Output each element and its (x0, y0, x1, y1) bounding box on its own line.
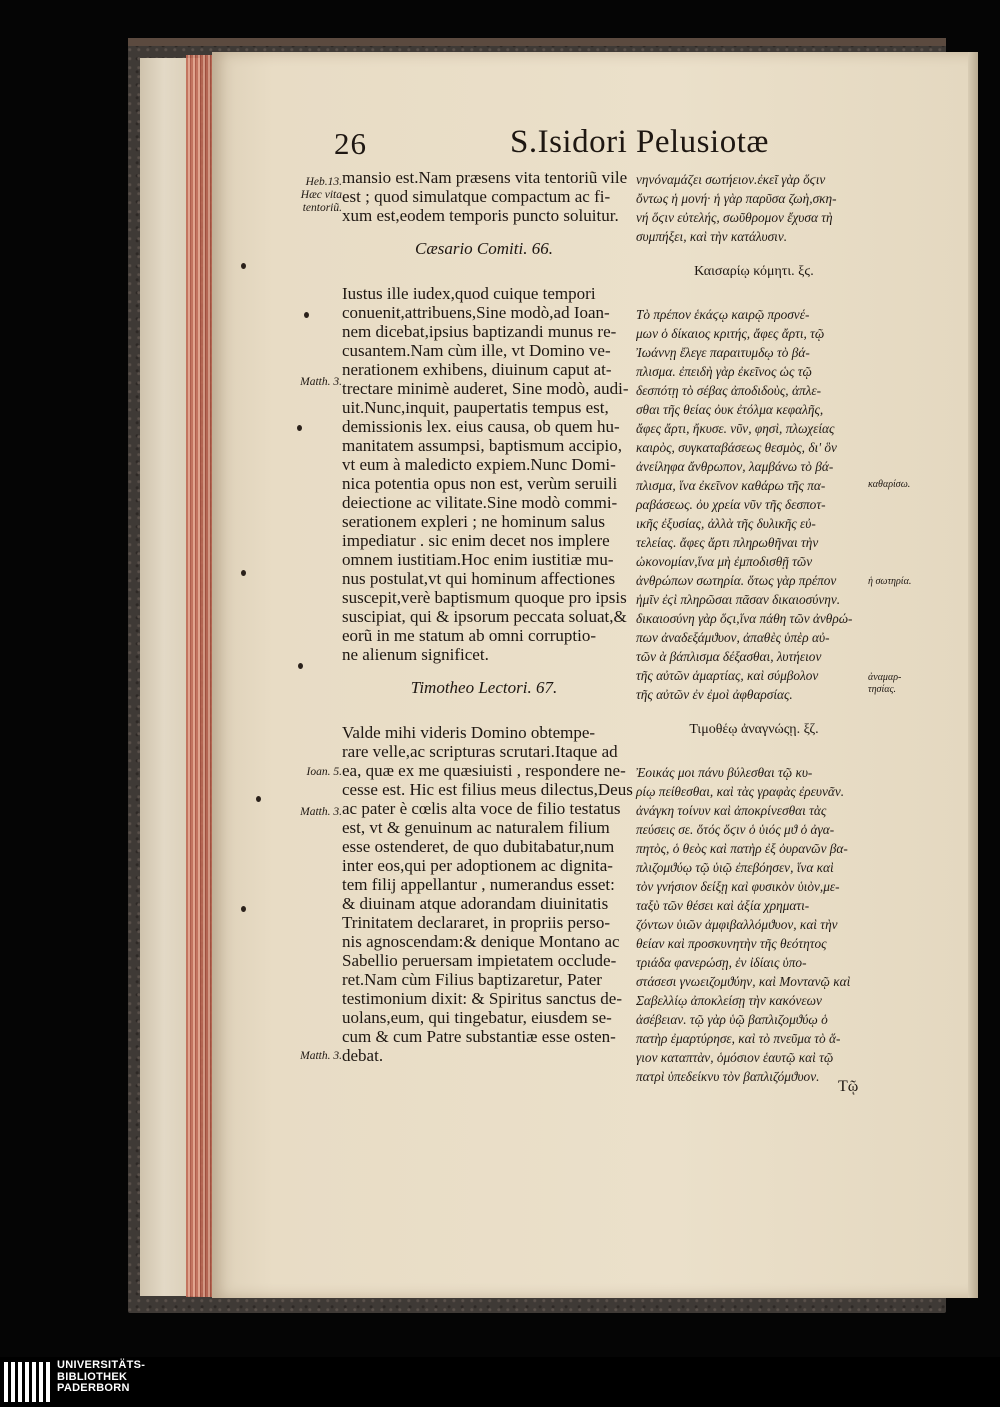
greek-text-line: γιον καταπτὰν, ὁμόσιον ἑαυτῷ καὶ τῷ (636, 1050, 834, 1065)
latin-text-line: uolans,eum, qui tingebatur, eiusdem se- (342, 1008, 612, 1027)
library-logo-text (57, 1360, 145, 1395)
latin-text-line: eorũ in me statum ab omni corruptio- (342, 626, 596, 645)
latin-text-line: Trinitatem declararet, in propriis perso- (342, 913, 610, 932)
latin-text-line: serationem expleri ; ne hominum salus (342, 512, 605, 531)
margin-haec-vita: Hæc vita (300, 189, 342, 201)
greek-text-line: συμπήξει, καὶ τὴν κατάλυσιν. (636, 229, 788, 244)
latin-text-line: rare velle,ac scripturas scrutari.Itaque ad (342, 742, 618, 761)
greek-text-line: θείαν καὶ προσκυνητὴν τῆς θεότητος (636, 936, 827, 951)
margin-gr-kathareso: καθαρίσω. (868, 479, 911, 490)
ink-speck (297, 425, 302, 431)
latin-text-line: Iustus ille iudex,quod cuique tempori (342, 284, 596, 303)
latin-text-line: nis agnoscendam:& denique Montano ac (342, 932, 620, 951)
latin-text-line: & diuinam atque adorandam diuinitatis (342, 894, 609, 913)
ink-speck (241, 263, 246, 269)
latin-text-line: ac pater è cœlis alta voce de filio testatus (342, 799, 621, 818)
margin-tentorium: tentoriũ. (302, 202, 342, 214)
latin-text-line: nerationem exhibens, diuinum caput at- (342, 360, 612, 379)
latin-column (342, 168, 633, 1065)
latin-text-line: debat. (342, 1046, 384, 1065)
margin-gr-soteria: ἡ σωτηρία. (868, 576, 912, 587)
library-logo-icon (4, 1362, 52, 1402)
greek-text-line: τῆς αὐτῶν ἐν ἐμοὶ ἀφθαρσίας. (636, 687, 793, 702)
greek-text-line: στάσεσι γνωειζομϑύην, καὶ Μοντανῷ καὶ (636, 974, 851, 989)
greek-text-line: ταξὺ τῶν θέσει καὶ ἀξία χρηματι- (636, 898, 810, 913)
greek-text-line: ἀνείληφα ἄνθρωπον, λαμβάνω τὸ βά- (636, 459, 834, 474)
greek-text-line: πητὸς, ὁ θεὸς καὶ πατὴρ ἐξ ὀυρανῶν βα- (636, 841, 848, 856)
latin-text-line: tem filij appellantur , numerandus esset: (342, 875, 615, 894)
running-title: S.Isidori Pelusiotæ (510, 124, 769, 160)
cover-edge (128, 38, 946, 46)
greek-text-line: μων ὁ δίκαιος κριτής, ἄφες ἄρτι, τῷ (636, 326, 825, 341)
latin-text-line: demissionis lex. eius causa, ob quem hu- (342, 417, 620, 436)
margin-gr-anamar-2: τησίας. (868, 684, 897, 695)
latin-text-line: omnem iustitiam.Hoc enim iustitiæ mu- (342, 550, 614, 569)
greek-text-line: δικαιοσύνη γὰρ ὅϛι,ἵνα πάθη τῶν ἀνθρώ- (636, 611, 853, 626)
catchword: Τῷ (838, 1078, 859, 1095)
greek-text-line: Σαβελλίῳ ἀποκλείσῃ τὴν κακόνεων (636, 993, 822, 1008)
greek-text-line: τελείας. ἄφες ἄρτι πληρωθῆναι τὴν (636, 535, 819, 550)
ink-speck (304, 312, 309, 318)
latin-text-line: Valde mihi videris Domino obtempe- (342, 723, 596, 742)
greek-text-line: πλισμα. ἐπειδὴ γὰρ ἐκεῖνος ὡς τῷ (636, 364, 812, 379)
greek-text-line: τῶν ὰ βάπλισμα δέξασθαι, λυτήειον (636, 649, 822, 664)
greek-text-line: ζόντων ὑιῶν ἀμφιβαλλόμϑυον, καὶ τὴν (636, 917, 838, 932)
latin-text-line: impediatur . sic enim decet nos implere (342, 531, 610, 550)
greek-heading-67: Τιμοθέῳ ἀναγνώςῃ. ξζ. (689, 722, 819, 737)
logo-line-1: UNIVERSITÄTS- (57, 1359, 146, 1371)
margin-note-heb (268, 176, 342, 215)
latin-text-line: est ; quod simulatque compactum ac fi- (342, 187, 611, 206)
latin-text-line: ea, quæ ex me quæsiuisti , respondere ne- (342, 761, 626, 780)
margin-gr-anamar (868, 672, 901, 696)
greek-top-lines (636, 170, 872, 246)
latin-text-line: cum & cum Patre substantiæ esse osten- (342, 1027, 616, 1046)
margin-matth-2: Matth. 3. (300, 806, 342, 818)
ink-speck (241, 570, 246, 576)
greek-text-line: πλισμα, ἵνα ἐκεῖνον καθάρω τῆς πα- (636, 478, 826, 493)
latin-text-line: vt eum à maledicto expiem.Nunc Domi- (342, 455, 616, 474)
latin-text-line: mansio est.Nam præsens vita tentoriũ vile (342, 168, 628, 187)
latin-top-lines (342, 168, 626, 225)
latin-text-line: nica potentia opus non est, verùm seruili (342, 474, 618, 493)
greek-text-line: τριάδα φανερώσῃ, ἐν ἰδίαις ὑπο- (636, 955, 807, 970)
latin-text-line: ne alienum significet. (342, 645, 489, 664)
latin-letter-67 (342, 723, 633, 1065)
latin-text-line: inter eos,qui per adoptionem ac dignita- (342, 856, 613, 875)
greek-text-line: νηνόναμάζει σωτήειον.ἐκεῖ γὰρ ὅϛιν (636, 172, 826, 187)
latin-text-line: esse ostenderet, de quo dubitabatur,num (342, 837, 615, 856)
greek-text-line: ἄφες ἄρτι, ἤκυσε. νῦν, φησὶ, πλωχείας (636, 421, 835, 436)
latin-text-line: suscepit,verè baptismum quoque pro ipsis (342, 588, 627, 607)
margin-ioan: Ioan. 5. (306, 766, 342, 778)
latin-text-line: cesse est. Hic est filius meus dilectus,Deus (342, 780, 633, 799)
latin-text-line: Sabellio peruersam impietatem occlude- (342, 951, 617, 970)
latin-text-line: xum est,eodem temporis puncto soluitur. (342, 206, 619, 225)
greek-text-line: πατὴρ ἐμαρτύρησε, καὶ τὸ πνεῦμα τὸ ἅ- (636, 1031, 841, 1046)
latin-heading-66: Cæsario Comiti. 66. (415, 239, 553, 258)
latin-text-line: ret.Nam cùm Filius baptizaretur, Pater (342, 970, 602, 989)
greek-text-line: Ἰωάννῃ ἔλεγε παραιτυμδῳ τὸ βά- (636, 345, 810, 360)
latin-text-line: nus postulat,vt qui hominum affectiones (342, 569, 616, 588)
red-page-edges (186, 55, 214, 1297)
greek-text-line: πεύσεις σε. ὅτός ὅϛιν ὁ ὑιός μϑ ὁ ἀγα- (636, 822, 835, 837)
greek-text-line: νή ὅϛιν εὐτελής, σωῦθρομον ἔχυσα τὴ (636, 210, 833, 225)
latin-text-line: cusantem.Nam cùm ille, vt Domino ve- (342, 341, 611, 360)
greek-text-line: τὸν γνήσιον δείξῃ καὶ φυσικὸν ὑιὸν,με- (636, 879, 840, 894)
ink-speck (256, 796, 261, 802)
latin-letter-66 (342, 284, 629, 664)
footer-bar (0, 1357, 1000, 1407)
greek-text-line: καιρὸς, συγκαταβάσεως θεσμὸς, δι' ὃν (636, 440, 837, 455)
greek-text-line: Τὸ πρέπον ἑκάϛῳ καιρῷ προσνέ- (636, 307, 810, 322)
greek-text-line: πατρὶ ὑπεδείκνυ τὸν βαπλιζόμϑυον. (636, 1069, 820, 1084)
greek-text-line: ὄντως ἡ μονή· ἡ γὰρ παρῦσα ζωὴ,σκη- (636, 191, 837, 206)
greek-column (636, 170, 872, 1086)
latin-text-line: nem dicebat,ipsius baptizandi munus re- (342, 322, 617, 341)
greek-text-line: ἀνάγκη τοίνυν καὶ ἀποκρίνεσθαι τὰς (636, 803, 827, 818)
latin-text-line: deiectione ac vilitate.Sine modò commi- (342, 493, 618, 512)
ink-speck (298, 663, 303, 669)
greek-text-line: ἡμῖν ἐϛὶ πληρῶσαι πᾶσαν δικαιοσύνην. (636, 592, 841, 607)
logo-line-2: BIBLIOTHEK (57, 1370, 128, 1383)
greek-letter-66 (636, 305, 872, 704)
greek-letter-67 (636, 763, 872, 1086)
greek-heading-66: Καισαρίῳ κόμητι. ξϛ. (694, 264, 814, 279)
logo-line-3: PADERBORN (57, 1382, 130, 1394)
greek-text-line: σθαι τῆς θείας ὀυκ ἐτόλμα κεφαλῆς, (636, 402, 824, 417)
latin-text-line: est, vt & genuinum ac naturalem filium (342, 818, 610, 837)
greek-text-line: ραβάσεως. ὀυ χρεία νῦν τῆς δεσποτ- (636, 497, 826, 512)
greek-text-line: ικῆς ἐξυσίας, ἀλλὰ τῆς δυλικῆς εὐ- (636, 516, 816, 531)
page-right-edge (968, 52, 978, 1298)
latin-text-line: manitatem assumpsi, baptismum accipio, (342, 436, 622, 455)
greek-text-line: ὠκονομίαν,ἵνα μὴ ἐμποδισθῇ τῶν (636, 554, 813, 569)
page-number: 26 (334, 126, 367, 161)
greek-text-line: πων ἀναδεξάμϑυον, ἀπαθὲς ὑπὲρ αὐ- (636, 630, 830, 645)
latin-heading-67: Timotheo Lectori. 67. (410, 678, 558, 697)
margin-heb: Heb.13. (305, 176, 342, 188)
margin-gr-anamar-1: ἀναμαρ- (868, 672, 902, 683)
greek-text-line: ἀνθρώπων σωτηρία. ὅτως γὰρ πρέπον (636, 573, 837, 588)
greek-text-line: ἀσέβειαν. τῷ γὰρ ὑῷ βαπλιζομϑύῳ ὁ (636, 1012, 828, 1027)
ink-speck (241, 906, 246, 912)
greek-text-line: Ἐοικάς μοι πάνυ βύλεσθαι τῷ κυ- (636, 765, 813, 780)
latin-text-line: uit.Nunc,inquit, paupertatis tempus est, (342, 398, 609, 417)
latin-text-line: conuenit,attribuens,Sine modò,ad Ioan- (342, 303, 610, 322)
latin-text-line: trectare minimè auderet, Sine modò, audi- (342, 379, 629, 398)
greek-text-line: τῆς αὐτῶν ἁμαρτίας, καὶ σύμβολον (636, 668, 819, 683)
margin-matth-1: Matth. 3. (300, 376, 342, 388)
latin-text-line: testimonium dixit: & Spiritus sanctus de- (342, 989, 623, 1008)
latin-text-line: suscipiat, qui & ipsorum peccata soluat,& (342, 607, 627, 626)
greek-text-line: πλιζομϑύῳ τῷ ὑιῷ ἐπεβόησεν, ἵνα καὶ (636, 860, 834, 875)
greek-text-line: δεσπότῃ τὸ σέβας ἀποδιδοὺς, ἀπλε- (636, 383, 822, 398)
greek-text-line: ρίῳ πείθεσθαι, καὶ τὰς γραφὰς ἐρευνᾶν. (636, 784, 845, 799)
margin-matth-3: Matth. 3. (300, 1050, 342, 1062)
